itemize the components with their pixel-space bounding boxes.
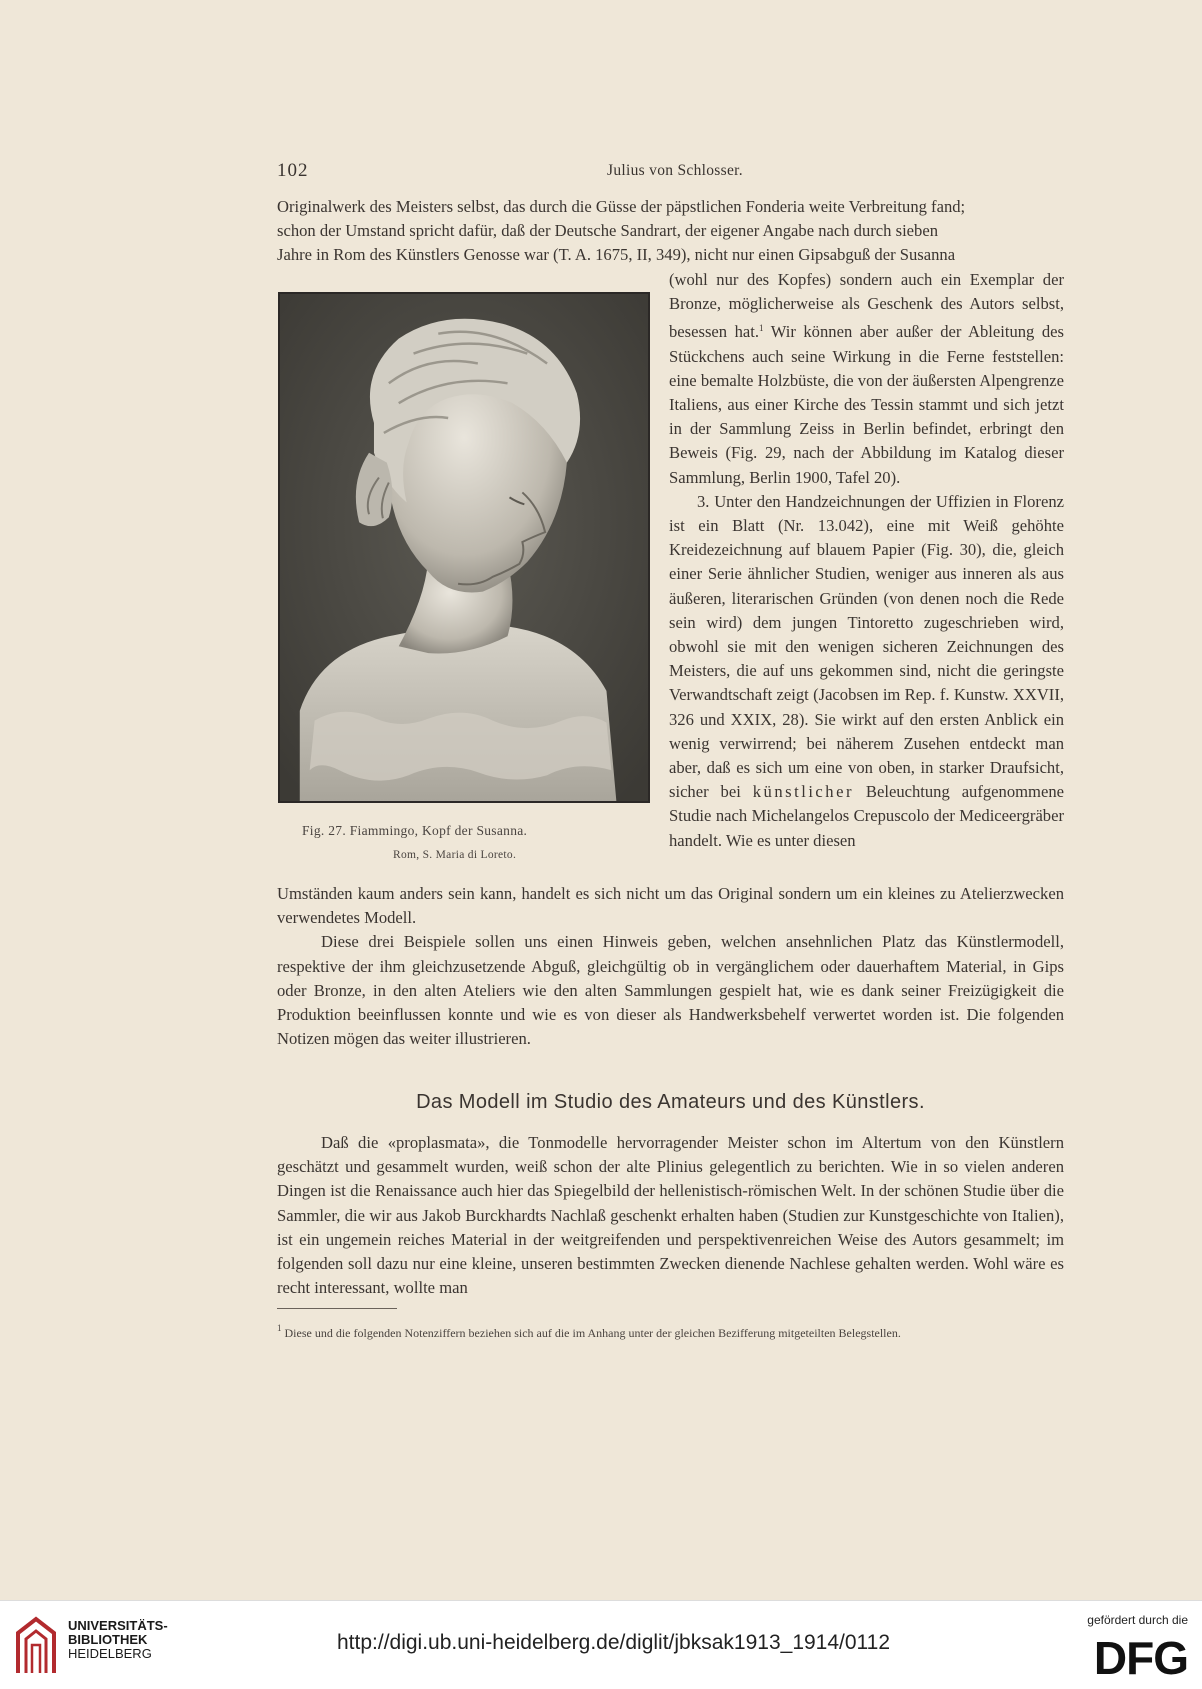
- text-line: Jahre in Rom des Künstlers Genosse war (T. A. 1675, II, 349), nicht nur einen Gipsabguß der Susanna: [277, 245, 956, 265]
- library-name: [68, 1619, 168, 1661]
- paragraph: [669, 490, 1064, 853]
- library-name-line: HEIDELBERG: [68, 1646, 152, 1661]
- bust-photo-image: [280, 294, 648, 801]
- paragraph-section: [277, 1131, 1064, 1300]
- paragraph: Diese drei Beispiele sollen uns einen Hinweis geben, welchen ansehnlichen Platz das Künstlermodell, respektive der ihm gleichzusetzende Abguß, gleichgültig ob in vergänglichem oder dauerhaftem Material, in Gips oder Bronze, in den alten Ateliers wie den alten Sammlungen gespielt hat, wie es dank seiner Freizügigkeit die Produktion beeinflussen konnte und wie es von dieser als Handwerksbehelf verwertet worden ist. Die folgenden Notizen mögen das weiter illustrieren.: [277, 932, 1064, 1049]
- text-line: schon der Umstand spricht dafür, daß der Deutsche Sandrart, der eigener Angabe nach durch sieben: [277, 221, 939, 241]
- permalink-url[interactable]: http://digi.ub.uni-heidelberg.de/diglit/jbksak1913_1914/0112: [337, 1631, 891, 1654]
- paragraph-top: [277, 195, 1064, 268]
- paragraph: Umständen kaum anders sein kann, handelt es sich nicht um das Original sondern um ein kleines zu Atelierzwecken verwendetes Modell.: [277, 884, 1064, 928]
- viewer-footer: [0, 1600, 1202, 1689]
- text-run: Beleuchtung aufgenommene Studie nach Michelangelos Crepuscolo der Mediceergräber handelt. Wie es unter diesen: [669, 782, 1064, 850]
- text-run: (wohl nur des Kopfes) sondern auch ein Exemplar der Bronze, möglicherweise als Geschenk des Autors selbst, besessen hat.: [669, 270, 1064, 342]
- text-run: Wir können aber außer der Ableitung des Stückchens auch seine Wirkung in die Ferne feststellen: eine bemalte Holzbüste, die von der äußersten Alpengrenze Italiens, aus einer Kirche des Tessin stammt und sich jetzt in der Sammlung Zeiss in Berlin befindet, erbringt den Beweis (Fig. 29, nach der Abbildung im Katalog dieser Sammlung, Berlin 1900, Tafel 20).: [669, 322, 1064, 487]
- footnote-marker: 1: [759, 323, 764, 334]
- paragraph: [669, 268, 1064, 490]
- library-name-line: UNIVERSITÄTS-: [68, 1618, 168, 1633]
- footnote-marker: 1: [277, 1323, 282, 1333]
- funding-label: gefördert durch die: [1087, 1613, 1188, 1627]
- figure-caption-location: Rom, S. Maria di Loreto.: [393, 849, 517, 861]
- section-heading: Das Modell im Studio des Amateurs und des Künstlers.: [416, 1091, 925, 1113]
- footnote: [277, 1318, 1064, 1343]
- footnote-text: Diese und die folgenden Notenziffern beziehen sich auf die im Anhang unter der gleichen Bezifferung mitgeteilten Belegstellen.: [284, 1326, 901, 1340]
- paragraph: Daß die «proplasmata», die Tonmodelle hervorragender Meister schon im Altertum von den Künstlern geschätzt und gesammelt wurden, weiß schon der alte Plinius gelegentlich zu berichten. Wie in so vielen anderen Dingen ist die Renaissance auch hier das Spiegelbild der hellenistisch-römischen Welt. In der schönen Studie über die Sammler, die wir aus Jakob Burckhardts Nachlaß geschenkt erhalten haben (Studien zur Kunstgeschichte von Italien), ist ein ungemein reiches Material in der weitgreifenden und perspektivenreichen Weise des Autors gesammelt; im folgenden soll dazu nur eine kleine, unseren bestimmten Zwecken dienende Nachlese gehalten werden. Wohl wäre es recht interessant, wollte man: [277, 1133, 1064, 1298]
- paragraph-right-column: [669, 268, 1064, 853]
- figure-bust-photo: [278, 292, 650, 803]
- text-line: Originalwerk des Meisters selbst, das durch die Güsse der päpstlichen Fonderia weite Verbreitung fand;: [277, 197, 966, 216]
- text-run: 3. Unter den Handzeichnungen der Uffizien in Florenz ist ein Blatt (Nr. 13.042), eine mit Weiß gehöhte Kreidezeichnung auf blauem Papier (Fig. 30), die, gleich einer Serie ähnlicher Studien, weniger aus inneren als aus äußeren, literarischen Gründen (von denen noch die Rede sein wird) dem jungen Tintoretto zugeschrieben wird, obwohl sie mit den wenigen sicheren Zeichnungen des Meisters, die auf uns gekommen sind, nicht die geringste Verwandtschaft zeigt (Jacobsen im Rep. f. Kunstw. XXVII, 326 und XXIX, 28). Sie wirkt auf den ersten Anblick ein wenig verwirrend; bei näherem Zusehen entdeckt man aber, daß es sich um eine von oben, in starker Draufsicht, sicher bei: [669, 491, 1064, 802]
- footnote-rule: [277, 1308, 397, 1309]
- spaced-emphasis: künstlicher: [752, 782, 854, 802]
- library-name-line: BIBLIOTHEK: [68, 1632, 148, 1647]
- running-head: [277, 160, 1064, 184]
- figure-caption: Fig. 27. Fiammingo, Kopf der Susanna.: [302, 823, 528, 838]
- paragraph-continuation: [277, 882, 1064, 1051]
- running-title: Julius von Schlosser.: [607, 162, 743, 179]
- university-library-logo-icon: [14, 1615, 60, 1677]
- page-number: 102: [277, 160, 309, 181]
- dfg-logo: DFG: [1093, 1632, 1188, 1684]
